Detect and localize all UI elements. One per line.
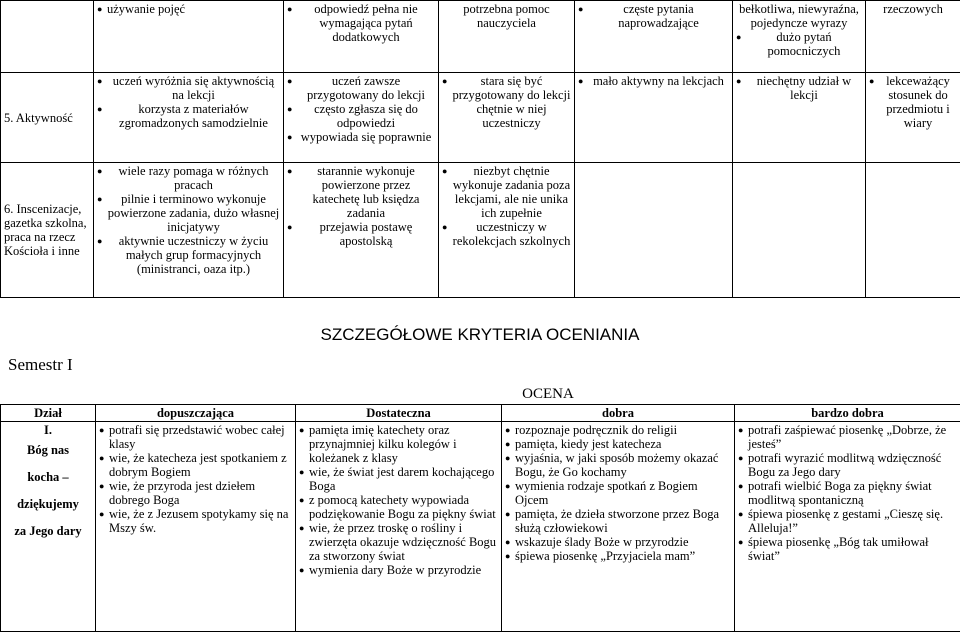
cell xyxy=(94,1,284,73)
header-dzial: Dział xyxy=(1,405,96,422)
cell xyxy=(733,73,866,163)
table-row xyxy=(1,73,960,163)
list-item: ● niezbyt chętnie wykonuje zadania poza lekcjami, ale nie unika ich zupełnie xyxy=(442,164,571,220)
list-item: ● uczestniczy w rekolekcjach szkolnych xyxy=(442,220,571,248)
cell xyxy=(735,422,960,632)
list-item: ● wie, że przez troskę o rośliny i zwierzęta okazuje wdzięczność Bogu za stworzony świat xyxy=(299,521,498,563)
dzial-line: kocha – xyxy=(27,470,69,484)
list-item: ● często zgłasza się do odpowiedzi xyxy=(287,102,435,130)
table-row xyxy=(1,1,960,73)
header-bardzo-dobra: bardzo dobra xyxy=(735,405,960,422)
list-item: ● stara się być przygotowany do lekcji chętnie w niej uczestniczy xyxy=(442,74,571,130)
header-dobra: dobra xyxy=(502,405,735,422)
list-item: ● mało aktywny na lekcjach xyxy=(578,74,729,88)
list-item: ● wie, że przyroda jest dziełem dobrego Boga xyxy=(99,479,292,507)
cell xyxy=(575,163,733,298)
cell xyxy=(284,1,439,73)
list-item: ● lekceważący stosunek do przedmiotu i wiary xyxy=(869,74,957,130)
list-item: ● potrafi wyrazić modlitwą wdzięczność Bogu za Jego dary xyxy=(738,451,957,479)
list-item: ● wskazuje ślady Boże w przyrodzie xyxy=(505,535,731,549)
criteria-table-bottom xyxy=(0,404,960,632)
cell-text: bełkotliwa, niewyraźna, pojedyncze wyrazy xyxy=(739,2,859,30)
list-item: ● potrafi zaśpiewać piosenkę „Dobrze, że jesteś” xyxy=(738,423,957,451)
row-label-text: 6. Inscenizacje, gazetka szkolna, praca na rzecz Kościoła i inne xyxy=(4,202,87,258)
dzial-line: za Jego dary xyxy=(14,524,82,538)
cell xyxy=(733,1,866,73)
cell-text: potrzebna pomoc nauczyciela xyxy=(463,2,550,30)
list-item: ● starannie wykonuje powierzone przez katechetę lub księdza zadania xyxy=(287,164,435,220)
list-item: ● pamięta, że dzieła stworzone przez Boga służą człowiekowi xyxy=(505,507,731,535)
list-item: ● potrafi wielbić Boga za piękny świat modlitwą spontaniczną xyxy=(738,479,957,507)
list-item: ● wyjaśnia, w jaki sposób możemy okazać Bogu, że Go kochamy xyxy=(505,451,731,479)
row-label xyxy=(1,73,94,163)
list-item: ● pamięta, kiedy jest katecheza xyxy=(505,437,731,451)
dzial-cell xyxy=(1,422,96,632)
header-dostateczna: Dostateczna xyxy=(296,405,502,422)
list-item: ● częste pytania naprowadzające xyxy=(578,2,729,30)
list-item: ● dużo pytań pomocniczych xyxy=(736,30,862,58)
semester-label: Semestr I xyxy=(8,355,73,374)
list-item: ● rozpoznaje podręcznik do religii xyxy=(505,423,731,437)
table-row xyxy=(1,163,960,298)
cell xyxy=(94,163,284,298)
list-item: ● uczeń zawsze przygotowany do lekcji xyxy=(287,74,435,102)
cell xyxy=(94,73,284,163)
list-item: ● przejawia postawę apostolską xyxy=(287,220,435,248)
page-title: SZCZEGÓŁOWE KRYTERIA OCENIANIA xyxy=(320,325,640,344)
list-item: ● pamięta imię katechety oraz przynajmniej kilku kolegów i koleżanek z klasy xyxy=(299,423,498,465)
row-label xyxy=(1,163,94,298)
row-label xyxy=(1,1,94,73)
list-item: ● potrafi się przedstawić wobec całej klasy xyxy=(99,423,292,451)
table-row xyxy=(1,422,960,632)
list-item: ● używanie pojęć xyxy=(97,2,280,16)
cell xyxy=(96,422,296,632)
list-item: ● wie, że z Jezusem spotykamy się na Mszy św. xyxy=(99,507,292,535)
list-item: ● aktywnie uczestniczy w życiu małych grup formacyjnych (ministranci, oaza itp.) xyxy=(97,234,280,276)
list-item: ● śpiewa piosenkę „Bóg tak umiłował świat” xyxy=(738,535,957,563)
cell xyxy=(439,1,575,73)
list-item: ● wie, że świat jest darem kochającego Boga xyxy=(299,465,498,493)
list-item: ● śpiewa piosenkę z gestami „Cieszę się. Alleluja!” xyxy=(738,507,957,535)
list-item: ● wie, że katecheza jest spotkaniem z dobrym Bogiem xyxy=(99,451,292,479)
cell xyxy=(575,73,733,163)
table-header-row xyxy=(1,405,960,422)
cell xyxy=(296,422,502,632)
header-dopuszczajaca: dopuszczająca xyxy=(96,405,296,422)
cell xyxy=(866,73,960,163)
ocena-heading: OCENA xyxy=(522,386,574,402)
cell xyxy=(866,163,960,298)
cell xyxy=(575,1,733,73)
dzial-number: I. xyxy=(44,423,52,437)
list-item: ● odpowiedź pełna nie wymagająca pytań dodatkowych xyxy=(287,2,435,44)
list-item: ● wymienia dary Boże w przyrodzie xyxy=(299,563,498,577)
list-item: ● niechętny udział w lekcji xyxy=(736,74,862,102)
dzial-line: dziękujemy xyxy=(17,497,79,511)
cell xyxy=(502,422,735,632)
cell xyxy=(439,73,575,163)
list-item: ● pilnie i terminowo wykonuje powierzone zadania, dużo własnej inicjatywy xyxy=(97,192,280,234)
cell xyxy=(284,163,439,298)
list-item: ● wiele razy pomaga w różnych pracach xyxy=(97,164,280,192)
cell xyxy=(284,73,439,163)
list-item: ● korzysta z materiałów zgromadzonych samodzielnie xyxy=(97,102,280,130)
cell xyxy=(733,163,866,298)
list-item: ● z pomocą katechety wypowiada podziękowanie Bogu za piękny świat xyxy=(299,493,498,521)
list-item: ● śpiewa piosenkę „Przyjaciela mam” xyxy=(505,549,731,563)
dzial-line: Bóg nas xyxy=(26,443,70,457)
cell xyxy=(866,1,960,73)
criteria-table-top xyxy=(0,0,960,298)
list-item: ● wypowiada się poprawnie xyxy=(287,130,435,144)
row-label-text: 5. Aktywność xyxy=(4,110,73,125)
list-item: ● wymienia rodzaje spotkań z Bogiem Ojcem xyxy=(505,479,731,507)
list-item: ● uczeń wyróżnia się aktywnością na lekcji xyxy=(97,74,280,102)
cell xyxy=(439,163,575,298)
cell-text: rzeczowych xyxy=(883,2,943,16)
